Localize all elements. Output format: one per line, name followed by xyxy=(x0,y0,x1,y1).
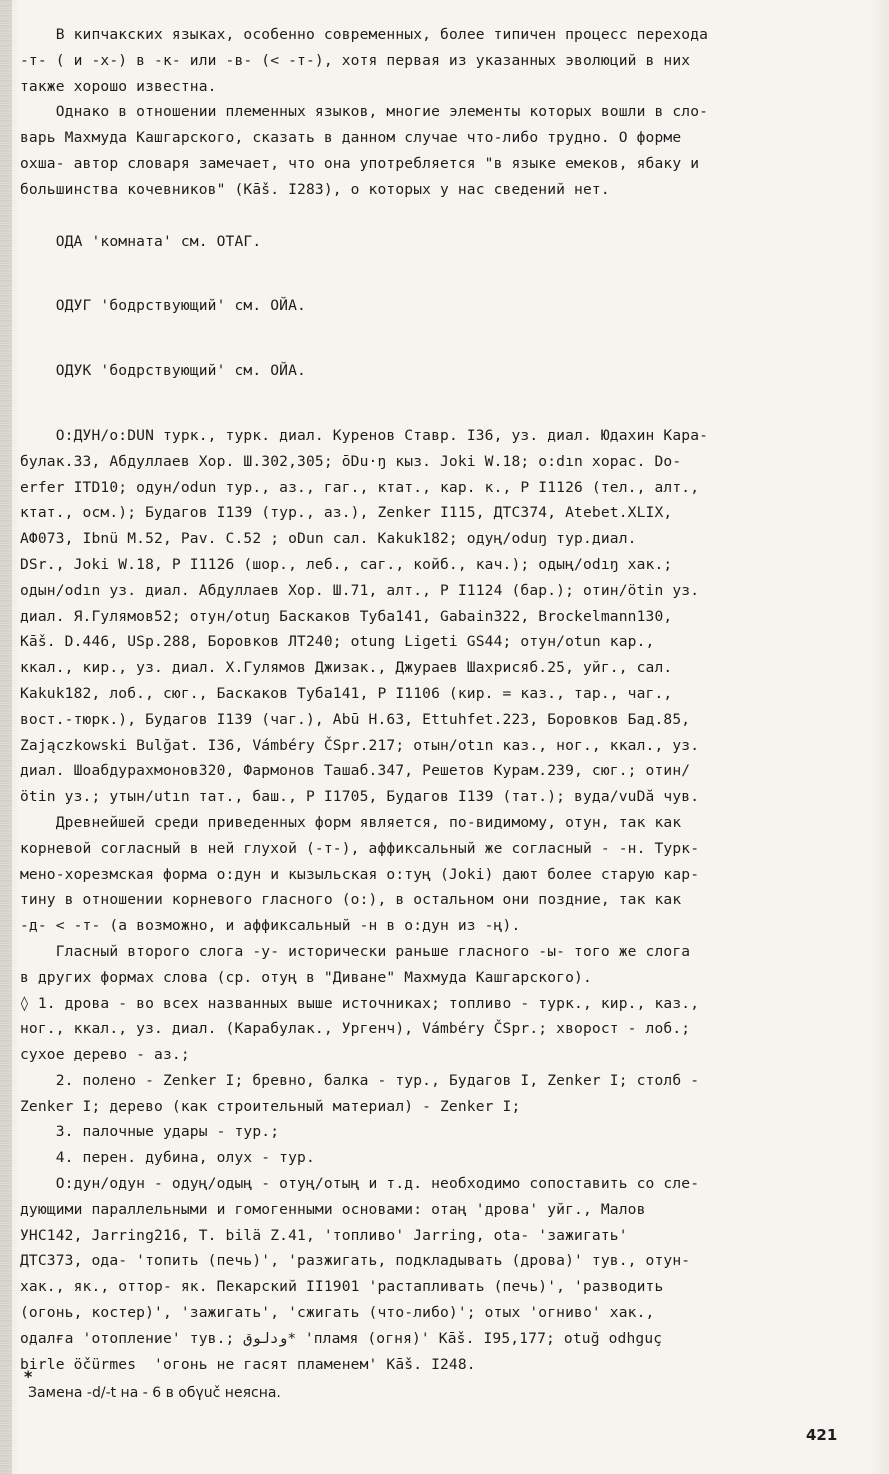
text-line: Zajączkowski Bulğat. I36, Vámbéry ČSpr.217; отын/otın каз., ног., ккал., уз. xyxy=(20,736,700,754)
text-line: Zenker I; дерево (как строительный материал) - Zenker I; xyxy=(20,1097,521,1115)
text-line: -т- ( и -х-) в -к- или -в- (< -т-), хотя первая из указанных эволюций в них xyxy=(20,51,691,69)
text-line: большинства кочевников" (Kāš. I283), о которых у нас сведений нет. xyxy=(20,180,610,198)
meaning-line: 3. палочные удары - тур.; xyxy=(20,1123,280,1141)
blank-line xyxy=(20,319,850,345)
blank-line xyxy=(20,384,850,410)
text-line: УНС142, Jarring216, T. bilä Z.41, 'топливо' Jarring, ota- 'зажигать' xyxy=(20,1226,628,1244)
blank-line xyxy=(20,280,850,293)
footnote xyxy=(24,1367,828,1403)
text-line: в других формах слова (ср. отуң в "Диване" Махмуда Кашгарского). xyxy=(20,968,592,986)
blank-line xyxy=(20,345,850,358)
text-line: корневой согласный в ней глухой (-т-), аффиксальный же согласный - -н. Турк- xyxy=(20,839,700,857)
footnote-mark: * xyxy=(24,1367,33,1386)
text-line: диал. Шоабдурахмонов320, Фармонов Ташаб.347, Решетов Курам.239, сюг.; отин/ xyxy=(20,762,691,780)
text-line: Однако в отношении племенных языков, многие элементы которых вошли в сло- xyxy=(20,103,709,121)
text-line: диал. Я.Гулямов52; отун/otuŋ Баскаков Туба141, Gabain322, Brockelmann130, xyxy=(20,607,673,625)
blank-line xyxy=(20,254,850,280)
text-line: хак., як., оттор- як. Пекарский II1901 'растапливать (печь)', 'разводить xyxy=(20,1278,664,1296)
text-line: ног., ккал., уз. диал. (Карабулак., Ургенч), Vámbéry ČSpr.; хворост - лоб.; xyxy=(20,1020,691,1038)
meaning-line: 2. полено - Zenker I; бревно, балка - тур., Будагов I, Zenker I; столб - xyxy=(20,1071,700,1089)
footnote-text: Замена -d/-t на - 6 в обүuč неясна. xyxy=(28,1385,281,1401)
entry-odun: О:ДУН/о:DUN турк., турк. диал. Куренов Ставр. I36, уз. диал. Юдахин Кара- xyxy=(20,426,709,444)
entry-odug: ОДУГ 'бодрствующий' см. ОЙА. xyxy=(20,297,306,315)
blank-line xyxy=(20,410,850,423)
meaning-line: ◊ 1. дрова - во всех названных выше источниках; топливо - турк., кир., каз., xyxy=(20,994,700,1012)
text-line: одын/odın уз. диал. Абдуллаев Хор. Ш.71, алт., Р I1124 (бар.); отин/ötin уз. xyxy=(20,581,700,599)
text-line: Древнейшей среди приведенных форм является, по-видимому, отун, так как xyxy=(20,813,682,831)
text-line: Kāš. D.446, USp.288, Боровков ЛТ240; otung Ligeti GS44; отун/otun кар., xyxy=(20,633,655,651)
text-line: erfer ITD10; одун/odun тур., аз., гаг., ктат., кар. к., Р I1126 (тел., алт., xyxy=(20,478,700,496)
blank-line xyxy=(20,203,850,229)
text-line: Гласный второго слога -у- исторически раньше гласного -ы- того же слога xyxy=(20,942,691,960)
entry-oda: ОДА 'комната' см. ОТАГ. xyxy=(20,232,262,250)
text-line: Kakuk182, лоб., сюг., Баскаков Туба141, Р I1106 (кир. = каз., тар., чаг., xyxy=(20,684,673,702)
text-line: ДТС373, ода- 'топить (печь)', 'разжигать, подкладывать (дрова)' тув., отун- xyxy=(20,1252,691,1270)
text-line: О:дун/одун - одуң/одың - отуң/отың и т.д. необходимо сопоставить со сле- xyxy=(20,1175,700,1193)
text-line: (огонь, костер)', 'зажигать', 'сжигать (что-либо)'; отых 'огниво' хак., xyxy=(20,1304,655,1322)
text-line: DSr., Joki W.18, Р I1126 (шор., леб., саг., койб., кач.); одың/odıŋ хак.; xyxy=(20,555,673,573)
entry-oduk: ОДУК 'бодрствующий' см. ОЙА. xyxy=(20,362,306,380)
page-edge-shadow xyxy=(0,0,12,1474)
text-line: также хорошо известна. xyxy=(20,77,217,95)
meaning-line: 4. перен. дубина, олух - тур. xyxy=(20,1149,315,1167)
text-line: ккал., кир., уз. диал. Х.Гулямов Джизак., Джураев Шахрисяб.25, уйг., сал. xyxy=(20,659,673,677)
text-line: сухое дерево - аз.; xyxy=(20,1046,190,1064)
text-line: охша- автор словаря замечает, что она употребляется "в языке емеков, ябаку и xyxy=(20,154,700,172)
text-line: ктат., осм.); Будагов I139 (тур., аз.), Zenker I115, ДТС374, Atebet.XLIX, xyxy=(20,504,673,522)
text-line: В кипчакских языках, особенно современных, более типичен процесс перехода xyxy=(20,26,709,43)
text-line: варь Махмуда Кашгарского, сказать в данном случае что-либо трудно. О форме xyxy=(20,129,682,147)
text-line: -д- < -т- (а возможно, и аффиксальный -н в о:дун из -ң). xyxy=(20,917,521,935)
text-line: ötin уз.; утын/utın тат., баш., Р I1705, Будагов I139 (тат.); вуда/vuDă чув. xyxy=(20,788,700,806)
text-line: дующими параллельными и гомогенными основами: отаң 'дрова' уйг., Малов xyxy=(20,1200,646,1218)
text-line: тину в отношении корневого гласного (о:), в остальном они поздние, так как xyxy=(20,891,682,909)
text-line: булак.33, Абдуллаев Хор. Ш.302,305; ōDu·ŋ кыз. Joki W.18; o:dın хорас. Do- xyxy=(20,452,682,470)
page-number: 421 xyxy=(806,1426,838,1444)
text-line: birle öčürmes 'огонь не гасят пламенем' Kāš. I248. xyxy=(20,1355,476,1373)
text-line: мено-хорезмская форма о:дун и кызыльская о:туң (Joki) дают более старую кар- xyxy=(20,865,700,883)
text-line: одалға 'отопление' тув.; ودلوق* 'пламя (огня)' Kāš. I95,177; otuğ odhguç xyxy=(20,1329,663,1347)
main-text xyxy=(20,22,850,1377)
text-line: АФ073, Ibnü M.52, Pav. C.52 ; oDun сал. Kakuk182; одуң/oduŋ тур.диал. xyxy=(20,530,637,548)
text-line: вост.-тюрк.), Будагов I139 (чаг.), Abū H.63, Ettuhfet.223, Боровков Бад.85, xyxy=(20,710,691,728)
